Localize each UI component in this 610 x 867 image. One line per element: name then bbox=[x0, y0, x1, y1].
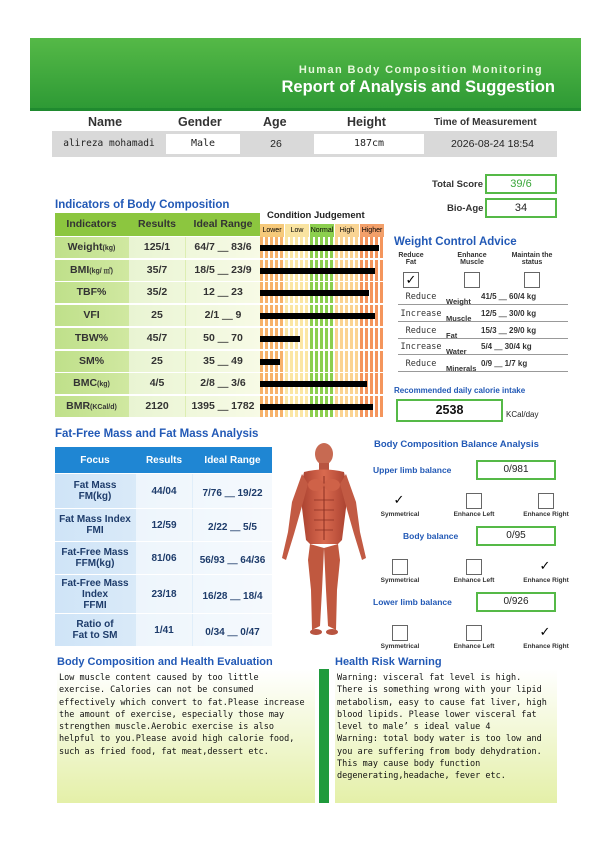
risk-line: blood lipids. Please lower visceral fat bbox=[337, 709, 537, 720]
indicator-row bbox=[55, 351, 260, 372]
risk-line: There is something wrong with your lipid bbox=[337, 685, 542, 696]
ff-result: 81/06 bbox=[136, 542, 192, 574]
risk-line: you are suffering from body dehydration. bbox=[337, 746, 542, 757]
indicator-name bbox=[55, 373, 128, 394]
ff-result: 44/04 bbox=[136, 474, 192, 508]
anatomy-figure bbox=[278, 440, 370, 640]
condition-cell bbox=[335, 328, 359, 349]
indicator-result: 25 bbox=[129, 351, 185, 372]
indicator-unit: (KCal/d) bbox=[90, 403, 117, 411]
condition-grid bbox=[260, 396, 384, 417]
wc-value: 15/3 ＿ 29/0 kg bbox=[481, 325, 537, 335]
wc-metric: Weight bbox=[446, 297, 471, 306]
condition-grid bbox=[260, 260, 384, 281]
indicator-range: 12 ＿ 23 bbox=[186, 282, 260, 303]
risk-box bbox=[335, 669, 557, 803]
indicator-result: 35/7 bbox=[129, 260, 185, 281]
indicator-range: 2/8 ＿ 3/6 bbox=[186, 373, 260, 394]
balance-check-label: Symmetrical bbox=[380, 643, 420, 650]
indicator-range: 35 ＿ 49 bbox=[186, 351, 260, 372]
risk-line: Warning: total body water is too low and bbox=[337, 734, 542, 745]
indicator-name bbox=[55, 305, 128, 326]
time-label: Time of Measurement bbox=[434, 117, 537, 128]
wc-action: Reduce bbox=[405, 359, 437, 370]
risk-title: Health Risk Warning bbox=[335, 656, 442, 668]
time-value: 2026-08-24 18:54 bbox=[451, 138, 534, 150]
risk-line: metabolism, easy to cause fat liver, high bbox=[337, 697, 547, 708]
indicator-name bbox=[55, 237, 128, 258]
wc-action: Increase bbox=[400, 308, 442, 319]
indicator-range: 50 ＿ 70 bbox=[186, 328, 260, 349]
wc-value: 5/4 ＿ 30/4 kg bbox=[481, 342, 532, 352]
indicator-result: 25 bbox=[129, 305, 185, 326]
wc-line bbox=[398, 338, 568, 339]
indicator-name-text: BMI bbox=[70, 263, 90, 276]
balance-value: 0/981 bbox=[476, 460, 556, 480]
balance-check-label: Enhance Right bbox=[523, 511, 569, 518]
evaluation-line: effectively which convert to fat.Please increase bbox=[59, 697, 305, 708]
indicator-result: 125/1 bbox=[129, 237, 185, 258]
total-score-value: 39/6 bbox=[485, 174, 557, 194]
col-indicators: Indicators bbox=[66, 218, 117, 230]
condition-grid bbox=[260, 351, 384, 372]
indicator-range: 18/5 ＿ 23/9 bbox=[186, 260, 260, 281]
indicator-row bbox=[55, 282, 260, 303]
ff-focus: Ratio of Fat to SM bbox=[72, 619, 118, 641]
balance-check-label: Enhance Left bbox=[453, 511, 495, 518]
balance-checkbox[interactable] bbox=[538, 493, 554, 509]
balance-check-label: Enhance Left bbox=[453, 643, 495, 650]
ff-col-results: Results bbox=[145, 454, 183, 466]
header-divider bbox=[30, 108, 581, 111]
fatfree-row bbox=[55, 614, 272, 646]
condition-header bbox=[260, 224, 384, 237]
condition-level-bar bbox=[260, 381, 367, 387]
indicator-name bbox=[55, 351, 128, 372]
wc-line bbox=[398, 304, 568, 305]
balance-checkbox[interactable] bbox=[466, 625, 482, 641]
ff-range: 56/93 ＿ 64/36 bbox=[193, 542, 272, 574]
height-value: 187cm bbox=[314, 134, 424, 154]
enhance-muscle-checkbox[interactable] bbox=[464, 272, 480, 288]
ff-result: 12/59 bbox=[136, 509, 192, 541]
risk-line: This may cause body function bbox=[337, 759, 481, 770]
wc-metric: Muscle bbox=[446, 313, 472, 323]
wc-metric: Minerals bbox=[446, 364, 477, 374]
condition-cell bbox=[335, 351, 359, 372]
ff-col-focus: Focus bbox=[80, 454, 110, 466]
report-header bbox=[30, 38, 581, 108]
condition-cell bbox=[285, 351, 309, 372]
age-value: 26 bbox=[270, 138, 282, 150]
balance-checkbox[interactable] bbox=[466, 493, 482, 509]
balance-checkbox[interactable] bbox=[538, 625, 552, 639]
indicator-name-text: TBW% bbox=[74, 331, 109, 344]
balance-checkbox[interactable] bbox=[538, 559, 552, 573]
ff-focus: Fat-Free Mass Index FFMI bbox=[61, 577, 129, 611]
indicator-row bbox=[55, 328, 260, 349]
cond-low: Low bbox=[285, 224, 309, 237]
opt-maintain-label: Maintain the status bbox=[511, 252, 553, 266]
check-icon: ✓ bbox=[393, 492, 405, 507]
condition-cell bbox=[360, 351, 384, 372]
balance-check-label: Enhance Right bbox=[523, 643, 569, 650]
wc-action: Reduce bbox=[405, 292, 437, 302]
ff-range: 7/76 ＿ 19/22 bbox=[193, 474, 272, 508]
calorie-value: 2538 bbox=[396, 399, 503, 422]
bio-age-value: 34 bbox=[485, 198, 557, 218]
balance-checkbox[interactable] bbox=[392, 625, 408, 641]
condition-level-bar bbox=[260, 336, 300, 342]
wc-value: 41/5 ＿ 60/4 kg bbox=[481, 292, 537, 301]
ff-focus: Fat-Free Mass FFM(kg) bbox=[61, 547, 129, 569]
balance-check-label: Enhance Left bbox=[453, 577, 495, 584]
wc-action: Increase bbox=[400, 342, 442, 353]
indicator-row bbox=[55, 396, 260, 417]
ff-result: 23/18 bbox=[136, 575, 192, 613]
wc-value: 0/9 ＿ 1/7 kg bbox=[481, 359, 528, 369]
cond-lower: Lower bbox=[260, 224, 284, 237]
risk-line: level to male’ s ideal value 4 bbox=[337, 722, 491, 733]
ff-range: 0/34 ＿ 0/47 bbox=[193, 614, 272, 646]
indicators-title: Indicators of Body Composition bbox=[55, 199, 230, 211]
age-label: Age bbox=[263, 115, 287, 129]
indicator-unit: (kg) bbox=[102, 245, 116, 252]
wc-line bbox=[398, 354, 568, 355]
wc-value: 12/5 ＿ 30/0 kg bbox=[481, 308, 537, 318]
opt-reduce-fat-label: Reduce Fat bbox=[398, 252, 424, 266]
check-icon: ✓ bbox=[405, 272, 417, 287]
condition-cell bbox=[310, 351, 334, 372]
indicator-name-text: Weight bbox=[67, 241, 103, 253]
indicator-range: 1395 ＿ 1782 bbox=[186, 396, 260, 417]
opt-enhance-muscle-label: Enhance Muscle bbox=[457, 252, 487, 266]
balance-checkbox[interactable] bbox=[466, 559, 482, 575]
fatfree-row bbox=[55, 542, 272, 574]
indicator-name bbox=[55, 260, 128, 281]
evaluation-line: exercise. Calories can not be consumed bbox=[59, 685, 254, 696]
evaluation-box bbox=[57, 669, 315, 803]
condition-grid bbox=[260, 237, 384, 258]
balance-label: Lower limb balance bbox=[373, 597, 452, 607]
cond-normal: Normal bbox=[310, 224, 334, 237]
indicator-unit: (kg) bbox=[97, 381, 110, 389]
indicator-row bbox=[55, 373, 260, 394]
weight-control-title: Weight Control Advice bbox=[394, 236, 517, 248]
gender-value: Male bbox=[166, 134, 240, 154]
cond-higher: Higher bbox=[360, 224, 384, 237]
evaluation-line: strengthen muscle.Aerobic exercise is also bbox=[59, 722, 274, 733]
indicator-name-text: SM% bbox=[78, 354, 105, 367]
condition-level-bar bbox=[260, 359, 280, 365]
col-results: Results bbox=[138, 218, 176, 230]
evaluation-line: helpful to you.Please avoid high calorie food, bbox=[59, 734, 295, 745]
height-label: Height bbox=[347, 115, 386, 129]
ff-range: 16/28 ＿ 18/4 bbox=[193, 575, 272, 613]
check-icon: ✓ bbox=[539, 624, 551, 639]
indicator-result: 4/5 bbox=[129, 373, 185, 394]
condition-level-bar bbox=[260, 245, 379, 251]
indicator-range: 2/1 ＿ 9 bbox=[186, 305, 260, 326]
balance-checkbox[interactable] bbox=[392, 493, 406, 507]
ff-focus: Fat Mass FM(kg) bbox=[73, 480, 117, 502]
condition-grid bbox=[260, 373, 384, 394]
total-score-label: Total Score bbox=[432, 179, 484, 190]
wc-action: Reduce bbox=[405, 325, 437, 336]
check-icon: ✓ bbox=[539, 558, 551, 573]
condition-title: Condition Judgement bbox=[267, 210, 365, 221]
balance-checkbox[interactable] bbox=[392, 559, 408, 575]
ff-range: 2/22 ＿ 5/5 bbox=[193, 509, 272, 541]
indicator-result: 2120 bbox=[129, 396, 185, 417]
indicator-name bbox=[55, 396, 128, 417]
indicator-name-text: VFI bbox=[83, 309, 100, 322]
evaluation-title: Body Composition and Health Evaluation bbox=[57, 656, 273, 668]
risk-text bbox=[335, 669, 557, 786]
balance-label: Body balance bbox=[403, 531, 459, 541]
risk-line: degenerating,headache, fever etc. bbox=[337, 771, 506, 782]
calorie-title: Recommended daily calorie intake bbox=[394, 386, 526, 395]
fatfree-row bbox=[55, 509, 272, 541]
condition-level-bar bbox=[260, 313, 375, 319]
header-title: Report of Analysis and Suggestion bbox=[281, 78, 555, 96]
indicator-range: 64/7 ＿ 83/6 bbox=[186, 237, 260, 258]
reduce-fat-checkbox[interactable] bbox=[403, 272, 419, 288]
condition-grid bbox=[260, 305, 384, 326]
wc-line bbox=[398, 371, 568, 372]
indicator-unit: (kg/ ㎡) bbox=[89, 267, 113, 275]
indicator-name-text: BMR bbox=[66, 399, 91, 412]
indicator-row bbox=[55, 305, 260, 326]
evaluation-line: the amount of exercise, especially those may bbox=[59, 709, 285, 720]
evaluation-text bbox=[57, 669, 315, 761]
gender-label: Gender bbox=[178, 115, 222, 129]
cond-high: High bbox=[335, 224, 359, 237]
condition-level-bar bbox=[260, 404, 373, 410]
balance-label: Upper limb balance bbox=[373, 465, 452, 475]
indicators-header bbox=[55, 213, 260, 236]
indicator-name bbox=[55, 282, 128, 303]
indicator-name-text: BMC bbox=[73, 377, 98, 390]
balance-value: 0/926 bbox=[476, 592, 556, 612]
calorie-unit: KCal/day bbox=[506, 410, 539, 419]
indicator-name bbox=[55, 328, 128, 349]
balance-check-label: Symmetrical bbox=[380, 577, 420, 584]
wc-line bbox=[398, 321, 568, 322]
indicator-result: 35/2 bbox=[129, 282, 185, 303]
fatfree-row bbox=[55, 474, 272, 508]
evaluation-line: such as fried food, fat meat,dessert etc. bbox=[59, 746, 269, 757]
risk-line: Warning: visceral fat level is high. bbox=[337, 673, 522, 683]
fatfree-title: Fat-Free Mass and Fat Mass Analysis bbox=[55, 428, 259, 440]
fatfree-header bbox=[55, 447, 272, 473]
name-label: Name bbox=[88, 115, 123, 129]
balance-title: Body Composition Balance Analysis bbox=[374, 439, 539, 450]
balance-check-label: Symmetrical bbox=[380, 511, 420, 518]
name-value: alireza mohamadi bbox=[63, 138, 155, 149]
indicator-row bbox=[55, 260, 260, 281]
indicator-name-text: TBF% bbox=[76, 286, 107, 299]
indicator-row bbox=[55, 237, 260, 258]
ff-result: 1/41 bbox=[136, 614, 192, 646]
condition-cell bbox=[310, 328, 334, 349]
condition-level-bar bbox=[260, 268, 375, 274]
bio-age-label: Bio-Age bbox=[447, 203, 484, 214]
balance-check-label: Enhance Right bbox=[523, 577, 569, 584]
condition-grid bbox=[260, 328, 384, 349]
green-separator bbox=[319, 669, 329, 803]
condition-level-bar bbox=[260, 290, 369, 296]
condition-cell bbox=[360, 328, 384, 349]
ff-focus: Fat Mass Index FMI bbox=[59, 514, 131, 536]
wc-metric: Fat bbox=[446, 330, 458, 340]
balance-value: 0/95 bbox=[476, 526, 556, 546]
maintain-status-checkbox[interactable] bbox=[524, 272, 540, 288]
wc-metric: Water bbox=[446, 347, 467, 357]
condition-grid bbox=[260, 282, 384, 303]
fatfree-row bbox=[55, 575, 272, 613]
evaluation-line: Low muscle content caused by too little bbox=[59, 673, 259, 683]
indicator-result: 45/7 bbox=[129, 328, 185, 349]
header-subtitle: Human Body Composition Monitoring bbox=[298, 64, 543, 76]
col-ideal-range: Ideal Range bbox=[193, 218, 253, 230]
ff-col-range: Ideal Range bbox=[204, 454, 261, 466]
